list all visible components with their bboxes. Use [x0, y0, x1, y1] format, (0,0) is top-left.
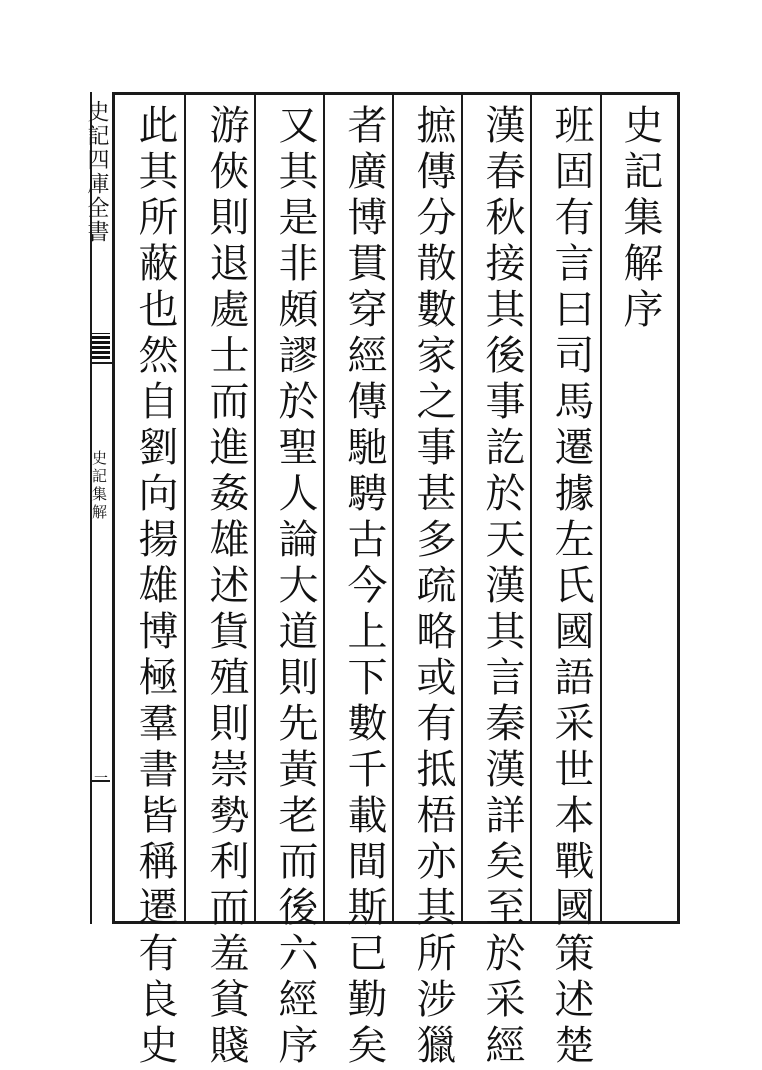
column-text: 又其是非頗謬於聖人論大道則先黃老而後六經序 — [272, 104, 318, 1070]
text-column-6 — [199, 104, 253, 1070]
text-column-5 — [268, 104, 322, 1070]
column-rule — [184, 95, 186, 921]
text-column-1 — [544, 104, 598, 1070]
text-column-7 — [128, 104, 182, 1070]
column-text: 此其所蔽也然自劉向揚雄博極羣書皆稱遷有良史 — [132, 104, 178, 1070]
column-rule — [323, 95, 325, 921]
fishtail-mark — [92, 333, 110, 359]
column-text: 班固有言曰司馬遷據左氏國語采世本戰國策述楚 — [548, 104, 594, 1070]
text-column-3 — [406, 104, 460, 1070]
preface-title: 史記集解序 — [617, 104, 663, 334]
column-text: 摭傳分散數家之事甚多疏略或有抵梧亦其所涉獵 — [410, 104, 456, 1070]
preface-title-column — [613, 104, 667, 912]
column-rule — [461, 95, 463, 921]
margin-header-text: 史記四庫全書 — [84, 100, 109, 244]
column-text: 者廣博貫穿經傳馳騁古今上下數千載間斯已勤矣 — [341, 104, 387, 1070]
column-rule — [530, 95, 532, 921]
text-column-2 — [475, 104, 529, 1070]
column-rule — [254, 95, 256, 921]
column-text: 漢春秋接其後事訖於天漢其言秦漢詳矣至於采經 — [479, 104, 525, 1070]
folio-number-text: 一 — [94, 771, 108, 787]
column-rule — [600, 95, 602, 921]
margin-section-title: 史記集解 — [90, 450, 108, 522]
column-text: 游俠則退處士而進姦雄述貨殖則崇勢利而羞貧賤 — [203, 104, 249, 1070]
fishtail-rule — [92, 362, 112, 364]
column-rule — [392, 95, 394, 921]
text-column-4 — [337, 104, 391, 1070]
